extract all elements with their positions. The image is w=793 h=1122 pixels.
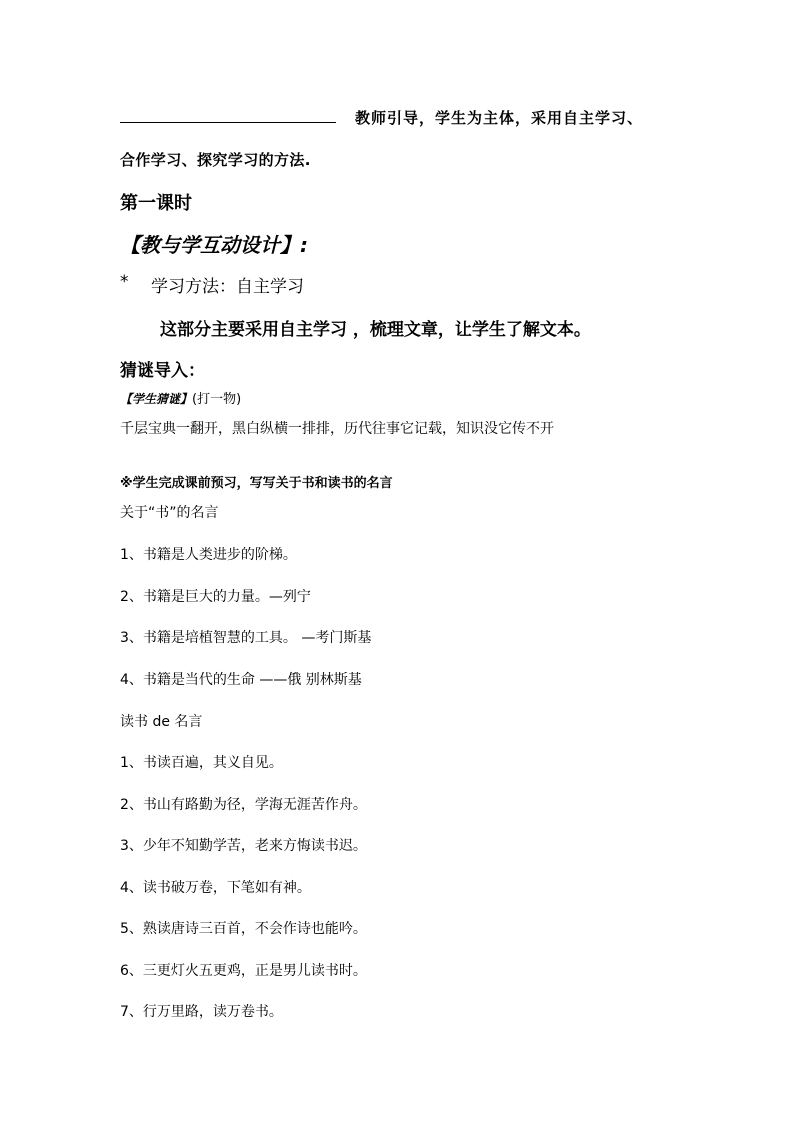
riddle-label	[120, 388, 241, 407]
reading-quotes-heading: 读书 de 名言	[120, 714, 203, 730]
riddle-label-hint: (打一物)	[192, 392, 242, 407]
book-quote-item: 4、书籍是当代的生命 ——俄 别林斯基	[120, 672, 362, 688]
book-quote-item: 2、书籍是巨大的力量。—列宁	[120, 589, 311, 605]
reading-quote-item: 1、书读百遍，其义自见。	[120, 755, 283, 771]
fill-in-blank-line	[120, 122, 336, 123]
reading-quote-item: 2、书山有路勤为径，学海无涯苦作舟。	[120, 797, 367, 813]
reading-quote-item: 5、熟读唐诗三百首，不会作诗也能吟。	[120, 921, 367, 937]
riddle-text: 千层宝典一翻开，黑白纵横一排排，历代往事它记载，知识没它传不开	[120, 421, 554, 437]
reading-quote-item: 3、少年不知勤学苦，老来方悔读书迟。	[120, 838, 367, 854]
riddle-heading: 猜谜导入：	[120, 361, 205, 381]
reading-quote-item: 6、三更灯火五更鸡，正是男儿读书时。	[120, 963, 367, 979]
lesson-title: 第一课时	[120, 193, 192, 214]
book-quote-item: 1、书籍是人类进步的阶梯。	[120, 547, 297, 563]
reading-quote-item: 7、行万里路，读万卷书。	[120, 1004, 283, 1020]
method-description: 这部分主要采用自主学习 ，梳理文章，让学生了解文本。	[160, 320, 591, 340]
intro-line-2: 合作学习、探究学习的方法.	[120, 151, 311, 169]
preview-task: ※学生完成课前预习，写写关于书和读书的名言	[120, 476, 393, 491]
method-text: 学习方法：自主学习	[151, 277, 304, 297]
reading-quote-item: 4、读书破万卷，下笔如有神。	[120, 880, 311, 896]
design-heading: 【教与学互动设计】:	[120, 233, 308, 257]
book-quote-item: 3、书籍是培植智慧的工具。 —考门斯基	[120, 630, 372, 646]
method-bullet: *	[120, 272, 129, 292]
intro-line-1: 教师引导，学生为主体，采用自主学习、	[355, 109, 644, 127]
book-quotes-heading: 关于“书”的名言	[120, 505, 219, 521]
riddle-label-tag: 【学生猜谜】	[120, 392, 193, 406]
